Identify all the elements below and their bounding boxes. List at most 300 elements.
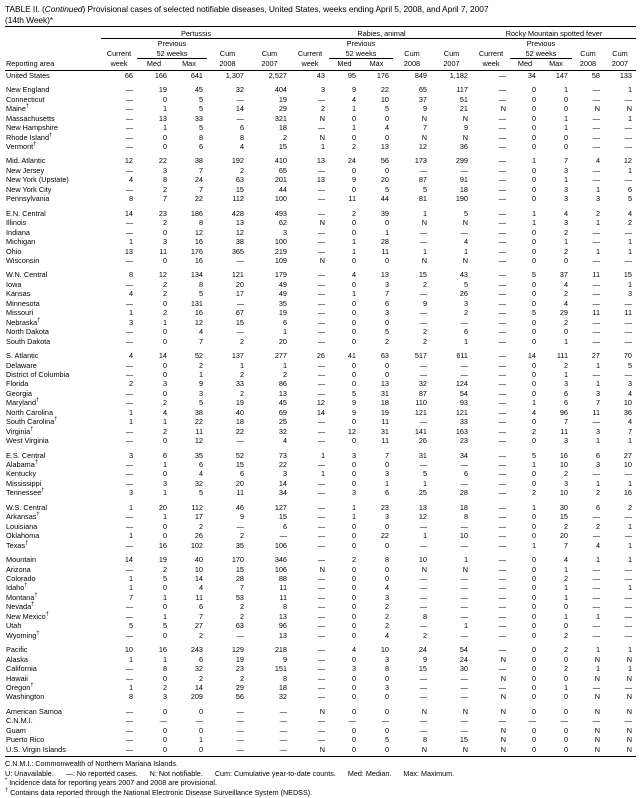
row-value-cell: 218 <box>274 645 287 655</box>
row-value-cell: — <box>236 725 244 735</box>
row-value-cell: 0 <box>351 369 356 379</box>
row-value-cell: 11 <box>592 308 600 318</box>
table-row <box>5 488 636 497</box>
row-value-cell: 131 <box>190 298 203 308</box>
row-value-cell: 0 <box>531 184 536 194</box>
row-value-cell: 2 <box>198 630 203 640</box>
row-value-cell: 16 <box>194 237 203 247</box>
row-value-cell: — <box>419 540 427 550</box>
table-row <box>5 327 636 336</box>
table-row <box>5 142 636 151</box>
row-value-cell: — <box>624 512 632 522</box>
row-value-cell: 2 <box>128 379 133 389</box>
row-value-cell: 51 <box>459 94 468 104</box>
title-prefix: TABLE II. ( <box>5 4 45 14</box>
row-value-cell: 2 <box>198 360 203 370</box>
row-value-cell: 170 <box>231 555 244 565</box>
row-value-cell: — <box>279 725 287 735</box>
row-value-cell: 0 <box>531 175 536 185</box>
header-cum-pertussis-2008: Cum <box>219 49 236 59</box>
row-value-cell: — <box>592 113 600 123</box>
row-value-cell: 56 <box>235 692 244 702</box>
row-value-cell: 611 <box>456 351 468 361</box>
row-value-cell: — <box>279 531 287 541</box>
row-value-cell: N <box>319 113 325 123</box>
row-value-cell: 19 <box>235 654 244 664</box>
table-row <box>5 692 636 701</box>
row-value-cell: — <box>460 317 468 327</box>
row-value-cell: N <box>594 735 600 745</box>
row-value-cell: 2 <box>563 521 568 531</box>
row-area-label: C.N.M.I. <box>6 716 33 726</box>
row-value-cell: 0 <box>531 165 536 175</box>
row-value-cell: — <box>317 460 325 470</box>
row-value-cell: 11 <box>195 592 203 602</box>
row-value-cell: — <box>317 227 325 237</box>
row-value-cell: — <box>592 123 600 133</box>
row-value-cell: 8 <box>239 132 244 142</box>
row-value-cell: 27 <box>591 351 600 361</box>
header-max-rabies: Max <box>369 59 384 69</box>
row-value-cell: 4 <box>463 237 468 247</box>
row-value-cell: 7 <box>198 165 203 175</box>
row-value-cell: — <box>592 630 600 640</box>
row-value-cell: 11 <box>279 583 287 593</box>
row-value-cell: 0 <box>531 336 536 346</box>
row-value-cell: 151 <box>274 664 287 674</box>
row-value-cell: 186 <box>190 208 203 218</box>
row-value-cell: 0 <box>531 564 536 574</box>
row-value-cell: 133 <box>619 70 632 80</box>
header-group-row <box>5 29 636 39</box>
table-row <box>5 370 636 379</box>
row-value-cell: 5 <box>627 194 632 204</box>
row-value-cell: 4 <box>563 279 568 289</box>
row-area-label: Tennessee† <box>6 487 45 498</box>
table-row <box>5 70 636 80</box>
row-value-cell: — <box>317 327 325 337</box>
row-area-label: Arkansas† <box>6 511 40 522</box>
row-value-cell: 14 <box>527 351 536 361</box>
row-value-cell: 16 <box>623 488 632 498</box>
row-value-cell: N <box>500 744 506 754</box>
row-value-cell: 28 <box>459 488 468 498</box>
row-value-cell: 17 <box>235 289 244 299</box>
row-value-cell: 7 <box>128 592 133 602</box>
row-value-cell: — <box>317 94 325 104</box>
row-value-cell: 1 <box>595 436 600 446</box>
row-value-cell: 10 <box>623 398 632 408</box>
row-value-cell: 4 <box>198 583 203 593</box>
table-row <box>5 583 636 592</box>
row-value-cell: 0 <box>563 735 568 745</box>
row-value-cell: 243 <box>190 645 203 655</box>
row-value-cell: 0 <box>162 227 167 237</box>
row-value-cell: — <box>317 165 325 175</box>
row-value-cell: 19 <box>158 85 167 95</box>
row-value-cell: — <box>624 336 632 346</box>
row-area-label: Minnesota <box>6 298 40 308</box>
row-value-cell: N <box>594 104 600 114</box>
row-value-cell: 1 <box>422 208 427 218</box>
row-value-cell: — <box>460 630 468 640</box>
row-value-cell: 0 <box>531 602 536 612</box>
row-value-cell: 0 <box>351 521 356 531</box>
row-value-cell: 1 <box>463 555 468 565</box>
row-value-cell: 1 <box>320 141 325 151</box>
group-header-pertussis: Pertussis <box>101 29 291 39</box>
table-row <box>5 256 636 265</box>
row-value-cell: 18 <box>380 398 389 408</box>
row-value-cell: — <box>460 725 468 735</box>
note-no-cases: —: No reported cases. <box>65 768 138 778</box>
table-row <box>5 451 636 460</box>
row-value-cell: 38 <box>235 237 244 247</box>
row-area-label: Texas† <box>6 540 29 550</box>
table-row <box>5 270 636 279</box>
row-value-cell: 23 <box>459 436 468 446</box>
row-value-cell: 0 <box>531 237 536 247</box>
row-value-cell: — <box>419 621 427 631</box>
row-value-cell: 1 <box>595 645 600 655</box>
row-value-cell: 7 <box>239 583 244 593</box>
row-value-cell: — <box>498 469 506 479</box>
row-value-cell: 2 <box>384 621 389 631</box>
row-value-cell: 1 <box>282 360 287 370</box>
row-value-cell: — <box>498 336 506 346</box>
row-value-cell: — <box>317 417 325 427</box>
row-value-cell: 0 <box>384 132 389 142</box>
row-value-cell: 4 <box>627 208 632 218</box>
row-value-cell: 10 <box>380 645 389 655</box>
dagger-footnote-marker: † <box>33 141 37 148</box>
row-value-cell: 0 <box>531 327 536 337</box>
row-value-cell: 11 <box>236 488 244 498</box>
row-value-cell: 2 <box>463 308 468 318</box>
row-value-cell: — <box>125 227 133 237</box>
row-value-cell: 0 <box>563 132 568 142</box>
row-value-cell: 0 <box>531 469 536 479</box>
row-value-cell: 0 <box>351 227 356 237</box>
row-value-cell: 7 <box>384 289 389 299</box>
row-value-cell: — <box>498 317 506 327</box>
row-value-cell: 321 <box>274 113 287 123</box>
dagger-footnote-marker: † <box>25 103 29 110</box>
table-body <box>5 70 636 754</box>
row-value-cell: 0 <box>351 308 356 318</box>
row-value-cell: 4 <box>351 94 356 104</box>
row-value-cell: 1 <box>627 521 632 531</box>
row-value-cell: — <box>592 175 600 185</box>
row-value-cell: 129 <box>231 645 244 655</box>
row-value-cell: — <box>236 735 244 745</box>
table-row <box>5 389 636 398</box>
row-value-cell: 1 <box>595 218 600 228</box>
row-value-cell: 9 <box>351 407 356 417</box>
row-value-cell: 12 <box>623 156 632 166</box>
dagger-footnote-marker: † <box>36 511 40 518</box>
row-value-cell: — <box>317 673 325 683</box>
row-value-cell: — <box>125 85 133 95</box>
row-value-cell: 6 <box>198 460 203 470</box>
row-value-cell: 0 <box>162 602 167 612</box>
row-value-cell: 1 <box>198 735 203 745</box>
header-week-rmsf: week <box>482 59 500 69</box>
row-value-cell: — <box>624 94 632 104</box>
row-value-cell: — <box>498 426 506 436</box>
row-value-cell: 4 <box>282 436 287 446</box>
row-value-cell: 26 <box>316 351 325 361</box>
row-value-cell: N <box>626 744 632 754</box>
dagger-footnote-marker: † <box>34 592 38 599</box>
row-value-cell: — <box>125 716 133 726</box>
row-value-cell: 8 <box>463 512 468 522</box>
row-value-cell: 8 <box>128 194 133 204</box>
row-value-cell: 0 <box>162 327 167 337</box>
row-value-cell: N <box>421 255 427 265</box>
row-value-cell: — <box>195 716 203 726</box>
row-value-cell: 0 <box>351 255 356 265</box>
row-value-cell: 0 <box>531 379 536 389</box>
row-value-cell: — <box>317 208 325 218</box>
row-value-cell: — <box>419 369 427 379</box>
row-value-cell: 1 <box>422 246 427 256</box>
row-value-cell: 0 <box>531 521 536 531</box>
row-value-cell: 5 <box>198 104 203 114</box>
row-area-label: Louisiana <box>6 521 38 531</box>
row-value-cell: — <box>498 407 506 417</box>
row-value-cell: 4 <box>384 630 389 640</box>
row-value-cell: 0 <box>531 592 536 602</box>
row-value-cell: 0 <box>162 583 167 593</box>
row-value-cell: 0 <box>384 460 389 470</box>
row-value-cell: 2 <box>162 683 167 692</box>
row-value-cell: 15 <box>418 664 427 674</box>
row-value-cell: 6 <box>162 450 167 460</box>
row-value-cell: 2 <box>162 218 167 228</box>
row-area-label: Massachusetts <box>6 113 55 123</box>
row-value-cell: 166 <box>154 70 167 80</box>
row-value-cell: 0 <box>531 113 536 123</box>
row-value-cell: — <box>624 327 632 337</box>
row-value-cell: 0 <box>384 540 389 550</box>
row-value-cell: 0 <box>351 436 356 446</box>
row-value-cell: 8 <box>128 692 133 702</box>
row-value-cell: 0 <box>162 531 167 541</box>
row-value-cell: 0 <box>531 85 536 95</box>
row-value-cell: 179 <box>274 270 287 280</box>
table-title <box>5 4 636 25</box>
footer-rule <box>5 756 636 757</box>
row-value-cell: 134 <box>190 270 203 280</box>
row-value-cell: 7 <box>563 417 568 427</box>
header-previous-row <box>5 39 636 49</box>
row-value-cell: 0 <box>351 184 356 194</box>
row-value-cell: 3 <box>595 194 600 204</box>
row-value-cell: 493 <box>274 208 287 218</box>
row-value-cell: 2 <box>595 208 600 218</box>
row-area-label: Pennsylvania <box>6 194 50 204</box>
table-row <box>5 664 636 673</box>
row-value-cell: 1 <box>563 369 568 379</box>
row-value-cell: 0 <box>162 673 167 683</box>
row-area-label: Pacific <box>6 645 28 655</box>
row-value-cell: 1 <box>463 246 468 256</box>
row-value-cell: — <box>498 113 506 123</box>
row-value-cell: 112 <box>232 194 244 204</box>
row-value-cell: 8 <box>282 602 287 612</box>
row-value-cell: 1 <box>627 583 632 593</box>
row-value-cell: 1 <box>128 583 133 593</box>
table-row <box>5 631 636 640</box>
row-value-cell: 0 <box>531 478 536 488</box>
row-value-cell: 11 <box>560 426 568 436</box>
header-current-pertussis: Current <box>106 49 132 59</box>
row-value-cell: 0 <box>531 255 536 265</box>
row-value-cell: 2 <box>162 398 167 408</box>
row-value-cell: 1 <box>128 237 133 247</box>
row-area-label: North Carolina <box>6 407 54 417</box>
row-value-cell: — <box>125 388 133 398</box>
row-value-cell: — <box>125 184 133 194</box>
row-value-cell: N <box>500 735 506 745</box>
row-value-cell: — <box>498 664 506 674</box>
row-value-cell: 5 <box>531 270 536 280</box>
row-value-cell: 849 <box>414 70 427 80</box>
row-value-cell: — <box>498 360 506 370</box>
row-value-cell: 1 <box>384 227 389 237</box>
row-value-cell: 1 <box>422 531 427 541</box>
row-value-cell: 1 <box>162 123 167 133</box>
row-value-cell: 9 <box>422 654 427 664</box>
row-value-cell: 16 <box>194 255 203 265</box>
row-value-cell: 20 <box>278 336 287 346</box>
row-value-cell: 39 <box>380 208 389 218</box>
row-value-cell: 1 <box>351 289 356 299</box>
row-value-cell: — <box>159 716 167 726</box>
row-value-cell: 6 <box>239 469 244 479</box>
note-cum: Cum: Cumulative year-to-date counts. <box>214 768 336 778</box>
row-value-cell: 63 <box>380 351 389 361</box>
row-value-cell: 0 <box>351 360 356 370</box>
row-value-cell: — <box>498 630 506 640</box>
row-value-cell: 0 <box>351 460 356 470</box>
row-value-cell: 14 <box>278 478 287 488</box>
row-value-cell: 23 <box>158 208 167 218</box>
row-value-cell: — <box>419 308 427 318</box>
row-value-cell: 14 <box>194 574 203 584</box>
row-value-cell: — <box>624 132 632 142</box>
row-value-cell: — <box>317 308 325 318</box>
row-value-cell: — <box>419 289 427 299</box>
row-value-cell: — <box>498 555 506 565</box>
row-value-cell: 20 <box>235 279 244 289</box>
row-value-cell: 13 <box>380 141 389 151</box>
row-value-cell: — <box>498 194 506 204</box>
row-value-cell: 0 <box>531 360 536 370</box>
row-value-cell: 0 <box>531 683 536 692</box>
row-value-cell: — <box>460 227 468 237</box>
row-area-label: Vermont† <box>6 141 37 151</box>
row-value-cell: 18 <box>278 123 287 133</box>
header-blank-1 <box>5 39 101 49</box>
row-value-cell: — <box>592 165 600 175</box>
row-value-cell: 277 <box>274 351 287 361</box>
row-value-cell: — <box>317 531 325 541</box>
row-value-cell: 13 <box>278 388 287 398</box>
row-value-cell: 3 <box>627 379 632 389</box>
row-value-cell: 0 <box>162 725 167 735</box>
table-notes <box>5 759 636 797</box>
row-value-cell: 7 <box>627 426 632 436</box>
row-value-cell: — <box>592 716 600 726</box>
row-value-cell: — <box>317 692 325 702</box>
row-value-cell: — <box>592 141 600 151</box>
row-value-cell: 13 <box>278 630 287 640</box>
row-value-cell: 24 <box>418 645 427 655</box>
row-value-cell: 1 <box>627 645 632 655</box>
table-row <box>5 512 636 521</box>
row-value-cell: — <box>624 621 632 631</box>
row-value-cell: 6 <box>198 654 203 664</box>
row-value-cell: 0 <box>384 255 389 265</box>
row-area-label: New York City <box>6 184 52 194</box>
row-area-label: Colorado <box>6 574 36 584</box>
row-value-cell: 26 <box>459 289 468 299</box>
row-value-cell: — <box>419 583 427 593</box>
row-area-label: Georgia <box>6 388 32 398</box>
row-value-cell: 2 <box>563 360 568 370</box>
row-value-cell: 11 <box>159 246 167 256</box>
row-value-cell: 0 <box>384 165 389 175</box>
header-blank-7 <box>431 39 472 49</box>
row-value-cell: 16 <box>559 450 568 460</box>
row-value-cell: 9 <box>422 298 427 308</box>
row-value-cell: — <box>498 564 506 574</box>
row-value-cell: 91 <box>459 175 468 185</box>
row-value-cell: 1 <box>531 540 536 550</box>
row-value-cell: 9 <box>463 123 468 133</box>
row-value-cell: 95 <box>347 70 356 80</box>
row-value-cell: 3 <box>563 184 568 194</box>
row-value-cell: 0 <box>563 706 568 716</box>
table-row <box>5 621 636 630</box>
row-value-cell: 7 <box>422 123 427 133</box>
row-value-cell: N <box>319 255 325 265</box>
row-value-cell: — <box>419 360 427 370</box>
row-value-cell: N <box>626 104 632 114</box>
row-value-cell: 14 <box>124 208 133 218</box>
row-value-cell: 2 <box>563 227 568 237</box>
row-value-cell: — <box>125 298 133 308</box>
row-value-cell: 112 <box>191 502 203 512</box>
row-value-cell: — <box>317 298 325 308</box>
table-row <box>5 379 636 388</box>
row-value-cell: N <box>319 706 325 716</box>
row-value-cell: — <box>317 270 325 280</box>
row-value-cell: 0 <box>162 744 167 754</box>
row-value-cell: — <box>279 716 287 726</box>
row-value-cell: 100 <box>274 237 287 247</box>
row-value-cell: 1 <box>320 469 325 479</box>
title-suffix: ) Provisional cases of selected notifiable diseases, United States, weeks ending April 5, 2008, and April 7, 2007 <box>82 4 489 14</box>
row-area-label: Nevada† <box>6 601 35 612</box>
row-value-cell: — <box>317 521 325 531</box>
row-value-cell: 1 <box>627 540 632 550</box>
row-value-cell: 0 <box>162 369 167 379</box>
row-value-cell: 3 <box>563 379 568 389</box>
row-value-cell: 9 <box>351 175 356 185</box>
